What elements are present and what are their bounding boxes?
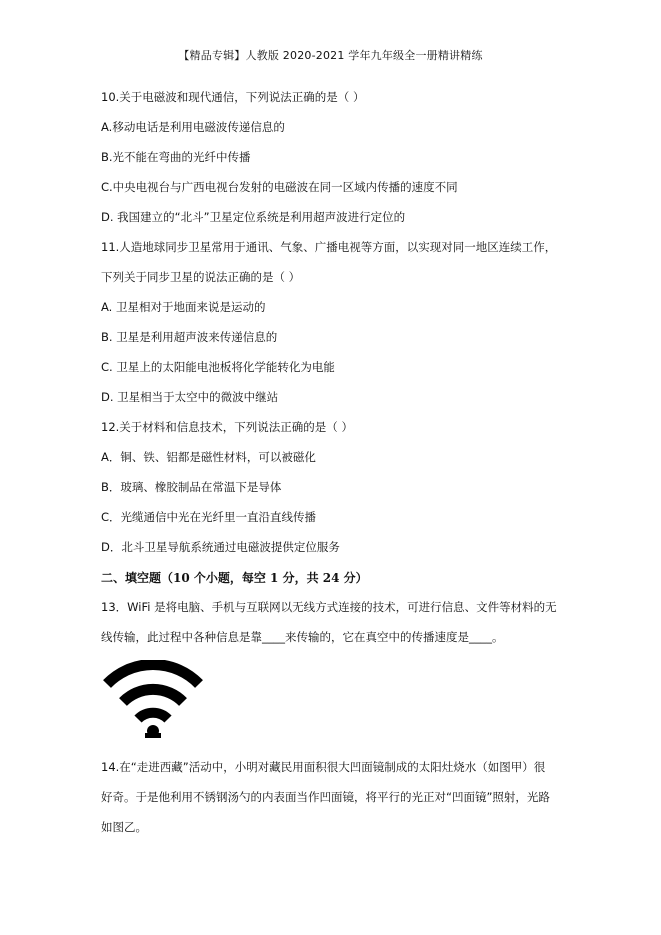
q10-option-b: B.光不能在弯曲的光纤中传播: [101, 150, 251, 164]
q12-option-a: A．铜、铁、铝都是磁性材料，可以被磁化: [101, 450, 316, 464]
q13-line2: 线传输，此过程中各种信息是靠____来传输的，它在真空中的传播速度是____。: [101, 630, 504, 644]
q12-option-d: D．北斗卫星导航系统通过电磁波提供定位服务: [101, 540, 340, 554]
q10-option-c: C.中央电视台与广西电视台发射的电磁波在同一区域内传播的速度不同: [101, 180, 458, 194]
q12-stem: 12.关于材料和信息技术，下列说法正确的是（ ）: [101, 420, 353, 434]
q10-option-a: A.移动电话是利用电磁波传递信息的: [101, 120, 285, 134]
section-heading-fill-in: 二、填空题（10 个小题，每空 1 分，共 24 分）: [101, 571, 368, 585]
q11-option-c: C. 卫星上的太阳能电池板将化学能转化为电能: [101, 360, 335, 374]
q14-line2: 好奇。于是他利用不锈钢汤勺的内表面当作凹面镜，将平行的光正对“凹面镜”照射，光路: [101, 790, 550, 804]
q14-line1: 14.在“走进西藏”活动中，小明对藏民用面积很大凹面镜制成的太阳灶烧水（如图甲）很: [101, 760, 546, 774]
page-header: 【精品专辑】人教版 2020-2021 学年九年级全一册精讲精练: [178, 49, 483, 62]
q13-line1: 13．WiFi 是将电脑、手机与互联网以无线方式连接的技术，可进行信息、文件等材料的无: [101, 600, 557, 614]
q14-line3: 如图乙。: [101, 820, 147, 834]
q11-option-b: B. 卫星是利用超声波来传递信息的: [101, 330, 278, 344]
q11-option-d: D. 卫星相当于太空中的微波中继站: [101, 390, 279, 404]
wifi-icon: [101, 660, 205, 744]
q12-option-c: C．光缆通信中光在光纤里一直沿直线传播: [101, 510, 317, 524]
q11-stem-line2: 下列关于同步卫星的说法正确的是（ ）: [101, 270, 301, 284]
q10-stem: 10.关于电磁波和现代通信，下列说法正确的是（ ）: [101, 90, 365, 104]
q10-option-d: D. 我国建立的“北斗”卫星定位系统是利用超声波进行定位的: [101, 210, 406, 224]
q11-option-a: A. 卫星相对于地面来说是运动的: [101, 300, 266, 314]
q11-stem-line1: 11.人造地球同步卫星常用于通讯、气象、广播电视等方面，以实现对同一地区连续工作，: [101, 240, 557, 254]
q12-option-b: B．玻璃、橡胶制品在常温下是导体: [101, 480, 282, 494]
